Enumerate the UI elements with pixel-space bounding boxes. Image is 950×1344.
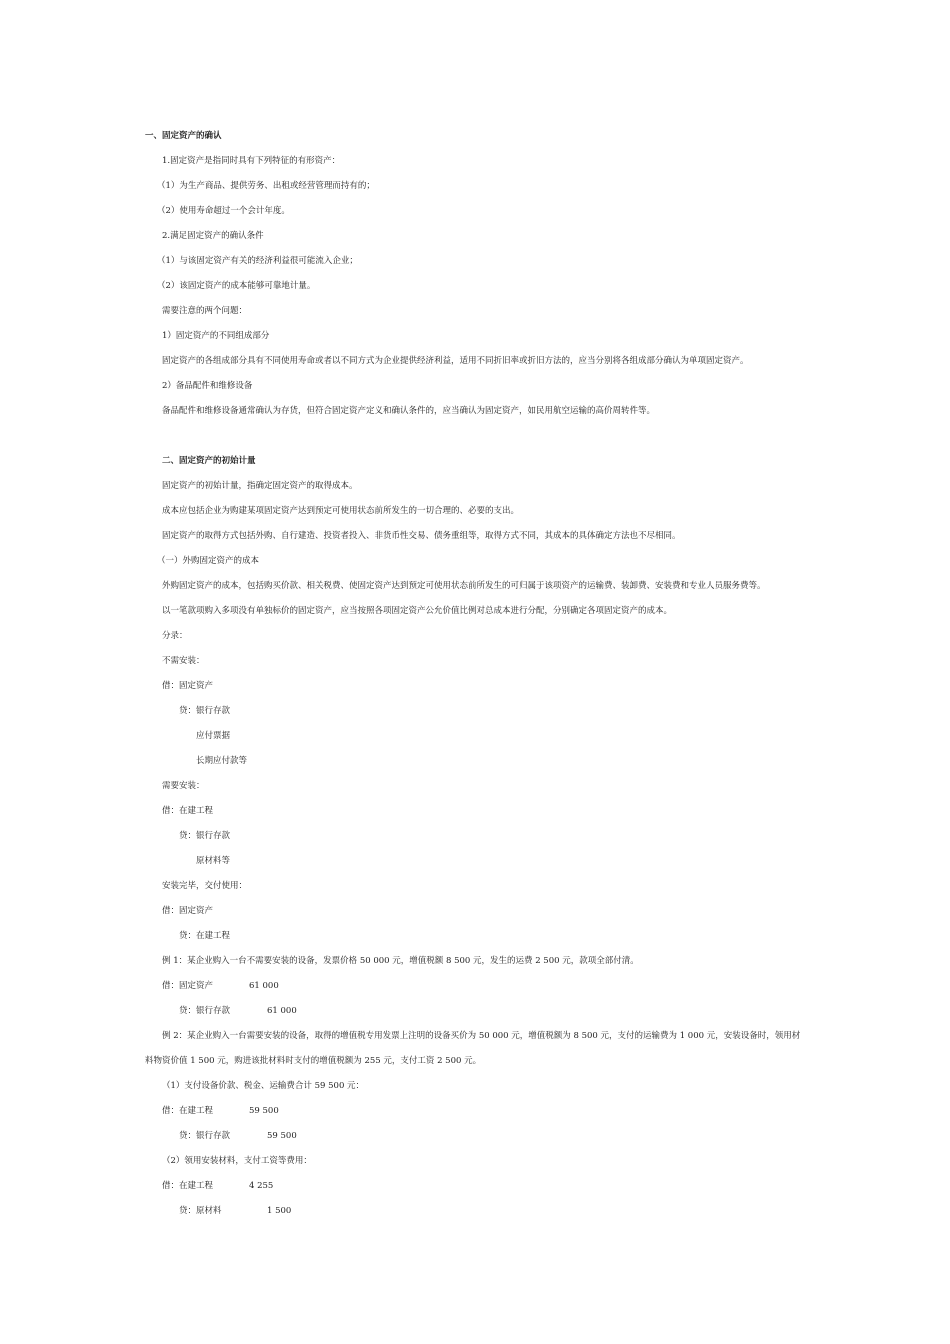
journal-credit: 贷：银行存款 <box>179 831 231 841</box>
paragraph: （一）外购固定资产的成本 <box>157 556 260 566</box>
journal-debit: 借：在建工程 <box>162 1106 214 1116</box>
debit-amount: 59 500 <box>249 1106 279 1116</box>
paragraph: （1）支付设备价款、税金、运输费合计 59 500 元： <box>162 1081 365 1091</box>
journal-debit: 借：固定资产 <box>162 981 214 991</box>
credit-amount: 61 000 <box>267 1006 297 1016</box>
example-2-continued: 料物资价值 1 500 元，购进该批材料时支付的增值税额为 255 元，支付工资 2 500 元。 <box>145 1056 482 1066</box>
section-2-heading: 二、固定资产的初始计量 <box>162 456 256 466</box>
paragraph: （2）领用安装材料，支付工资等费用： <box>162 1156 312 1166</box>
journal-credit: 贷：银行存款 <box>179 1006 231 1016</box>
paragraph: 需要安装： <box>162 781 205 791</box>
journal-debit: 借：在建工程 <box>162 1181 214 1191</box>
paragraph: 2.满足固定资产的确认条件 <box>162 231 264 241</box>
paragraph: 不需安装： <box>162 656 205 666</box>
paragraph: （1）为生产商品、提供劳务、出租或经营管理而持有的； <box>157 181 375 191</box>
paragraph: 固定资产的各组成部分具有不同使用寿命或者以不同方式为企业提供经济利益，适用不同折旧率或折旧方法的，应当分别将各组成部分确认为单项固定资产。 <box>162 356 749 366</box>
paragraph: （2）使用寿命超过一个会计年度。 <box>157 206 290 216</box>
paragraph: 外购固定资产的成本，包括购买价款、相关税费、使固定资产达到预定可使用状态前所发生的可归属于该项资产的运输费、装卸费、安装费和专业人员服务费等。 <box>162 581 766 591</box>
example-2: 例 2：某企业购入一台需要安装的设备，取得的增值税专用发票上注明的设备买价为 50 000 元，增值税额为 8 500 元，支付的运输费为 1 000 元，安装设备时，领用材 <box>162 1031 801 1041</box>
paragraph: 1）固定资产的不同组成部分 <box>162 331 270 341</box>
section-1-heading: 一、固定资产的确认 <box>145 131 222 141</box>
paragraph: 固定资产的初始计量，指确定固定资产的取得成本。 <box>162 481 358 491</box>
journal-credit: 原材料等 <box>196 856 231 866</box>
paragraph: 成本应包括企业为购建某项固定资产达到预定可使用状态前所发生的一切合理的、必要的支出。 <box>162 506 520 516</box>
paragraph: 需要注意的两个问题： <box>162 306 248 316</box>
journal-credit: 长期应付款等 <box>196 756 248 766</box>
example-1: 例 1：某企业购入一台不需要安装的设备，发票价格 50 000 元，增值税额 8 500 元，发生的运费 2 500 元，款项全部付清。 <box>162 956 639 966</box>
journal-debit: 借：固定资产 <box>162 681 214 691</box>
paragraph: 分录： <box>162 631 188 641</box>
paragraph: 2）备品配件和维修设备 <box>162 381 253 391</box>
debit-amount: 4 255 <box>249 1181 274 1191</box>
credit-amount: 1 500 <box>267 1206 292 1216</box>
paragraph: 1.固定资产是指同时具有下列特征的有形资产： <box>162 156 341 166</box>
paragraph: （1）与该固定资产有关的经济利益很可能流入企业； <box>157 256 358 266</box>
paragraph: 备品配件和维修设备通常确认为存货，但符合固定资产定义和确认条件的，应当确认为固定资产，如民用航空运输的高价周转件等。 <box>162 406 656 416</box>
journal-credit: 贷：在建工程 <box>179 931 231 941</box>
paragraph: 固定资产的取得方式包括外购、自行建造、投资者投入、非货币性交易、债务重组等，取得方式不同，其成本的具体确定方法也不尽相同。 <box>162 531 681 541</box>
credit-amount: 59 500 <box>267 1131 297 1141</box>
paragraph: 以一笔款项购入多项没有单独标价的固定资产，应当按照各项固定资产公允价值比例对总成本进行分配，分别确定各项固定资产的成本。 <box>162 606 673 616</box>
debit-amount: 61 000 <box>249 981 279 991</box>
paragraph: 安装完毕，交付使用： <box>162 881 248 891</box>
journal-credit: 贷：银行存款 <box>179 1131 231 1141</box>
journal-credit: 贷：原材料 <box>179 1206 222 1216</box>
journal-credit: 应付票据 <box>196 731 231 741</box>
journal-debit: 借：在建工程 <box>162 806 214 816</box>
paragraph: （2）该固定资产的成本能够可靠地计量。 <box>157 281 316 291</box>
journal-credit: 贷：银行存款 <box>179 706 231 716</box>
journal-debit: 借：固定资产 <box>162 906 214 916</box>
